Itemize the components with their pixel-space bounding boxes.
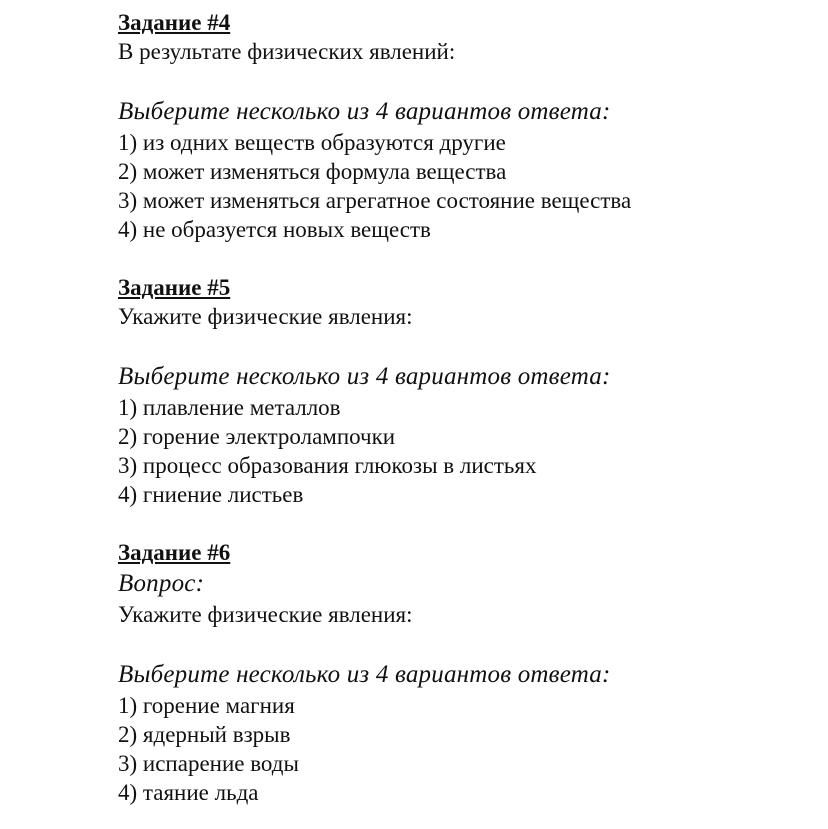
spacer [118, 331, 808, 360]
task-instruction: Выберите несколько из 4 вариантов ответа: [118, 98, 611, 125]
answer-option: 1) горение магния [118, 693, 295, 718]
spacer [118, 244, 808, 273]
answer-option: 4) не образуется новых веществ [118, 217, 431, 242]
answer-option: 3) испарение воды [118, 751, 299, 776]
spacer [118, 66, 808, 95]
task-instruction: Выберите несколько из 4 вариантов ответа: [118, 661, 611, 688]
answer-option: 2) ядерный взрыв [118, 722, 291, 747]
spacer [118, 629, 808, 658]
task-question: Укажите физические явления: [118, 304, 413, 329]
answer-option: 1) из одних веществ образуются другие [118, 130, 506, 155]
task-question: В результате физических явлений: [118, 39, 456, 64]
document-page [118, 8, 808, 807]
answer-option: 4) гниение листьев [118, 482, 304, 507]
task-question: Укажите физические явления: [118, 602, 413, 627]
answer-option: 2) горение электролампочки [118, 424, 396, 449]
answer-option: 3) процесс образования глюкозы в листьях [118, 453, 537, 478]
task-title: Задание #4 [118, 10, 231, 35]
spacer [118, 509, 808, 538]
task-title: Задание #6 [118, 540, 231, 565]
answer-option: 2) может изменяться формула вещества [118, 159, 507, 184]
question-label: Вопрос: [118, 570, 205, 597]
task-5 [118, 273, 808, 509]
answer-option: 3) может изменяться агрегатное состояние вещества [118, 188, 632, 213]
task-instruction: Выберите несколько из 4 вариантов ответа: [118, 363, 611, 390]
task-6 [118, 538, 808, 807]
task-title: Задание #5 [118, 275, 231, 300]
task-4 [118, 8, 808, 244]
answer-option: 1) плавление металлов [118, 395, 341, 420]
answer-option: 4) таяние льда [118, 780, 259, 805]
